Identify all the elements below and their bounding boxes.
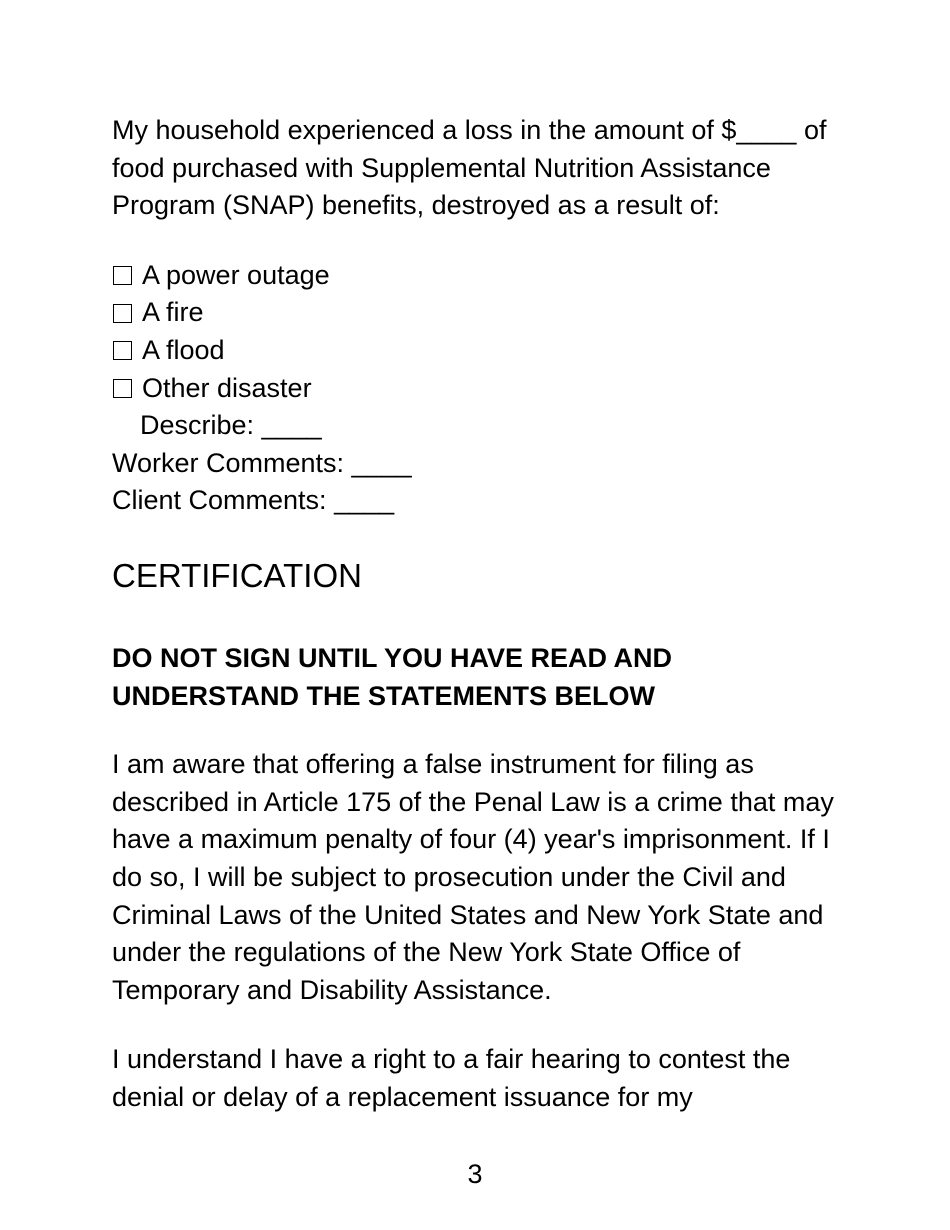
option-label: Other disaster <box>142 372 312 403</box>
checkbox-icon[interactable] <box>113 341 132 360</box>
option-label: A flood <box>142 334 225 365</box>
worker-comments-field[interactable]: Worker Comments: ____ <box>112 447 412 478</box>
option-label: A fire <box>142 297 204 328</box>
cause-checklist <box>112 257 852 407</box>
document-page <box>112 112 852 1116</box>
client-comments-field[interactable]: Client Comments: ____ <box>112 485 395 516</box>
option-flood[interactable] <box>112 332 852 370</box>
option-fire[interactable] <box>112 294 852 332</box>
option-other-disaster[interactable] <box>112 370 852 408</box>
checkbox-icon[interactable] <box>113 379 132 398</box>
certification-heading: CERTIFICATION <box>112 556 362 594</box>
option-label: A power outage <box>142 259 330 290</box>
page-number: 3 <box>467 1159 483 1189</box>
loss-statement: My household experienced a loss in the amount of $____ of food purchased with Supplemental Nutrition Assistance Program (SNAP) benefits, destroyed as a result of: <box>112 115 827 221</box>
checkbox-icon[interactable] <box>113 266 132 285</box>
checkbox-icon[interactable] <box>113 304 132 323</box>
option-power-outage[interactable] <box>112 257 852 295</box>
fair-hearing-statement: I understand I have a right to a fair hearing to contest the denial or delay of a replacement issuance for my <box>112 1044 791 1112</box>
describe-field[interactable]: Describe: ____ <box>140 410 322 441</box>
false-instrument-statement: I am aware that offering a false instrument for filing as described in Article 175 of the Penal Law is a crime that may have a maximum penalty of four (4) year's imprisonment. If I do so, I will be subject to prosecution under the Civil and Criminal Laws of the United States and New York State and under the regulations of the New York State Office of Temporary and Disability Assistance. <box>112 749 834 1005</box>
sign-warning: DO NOT SIGN UNTIL YOU HAVE READ AND UNDERSTAND THE STATEMENTS BELOW <box>112 642 673 711</box>
